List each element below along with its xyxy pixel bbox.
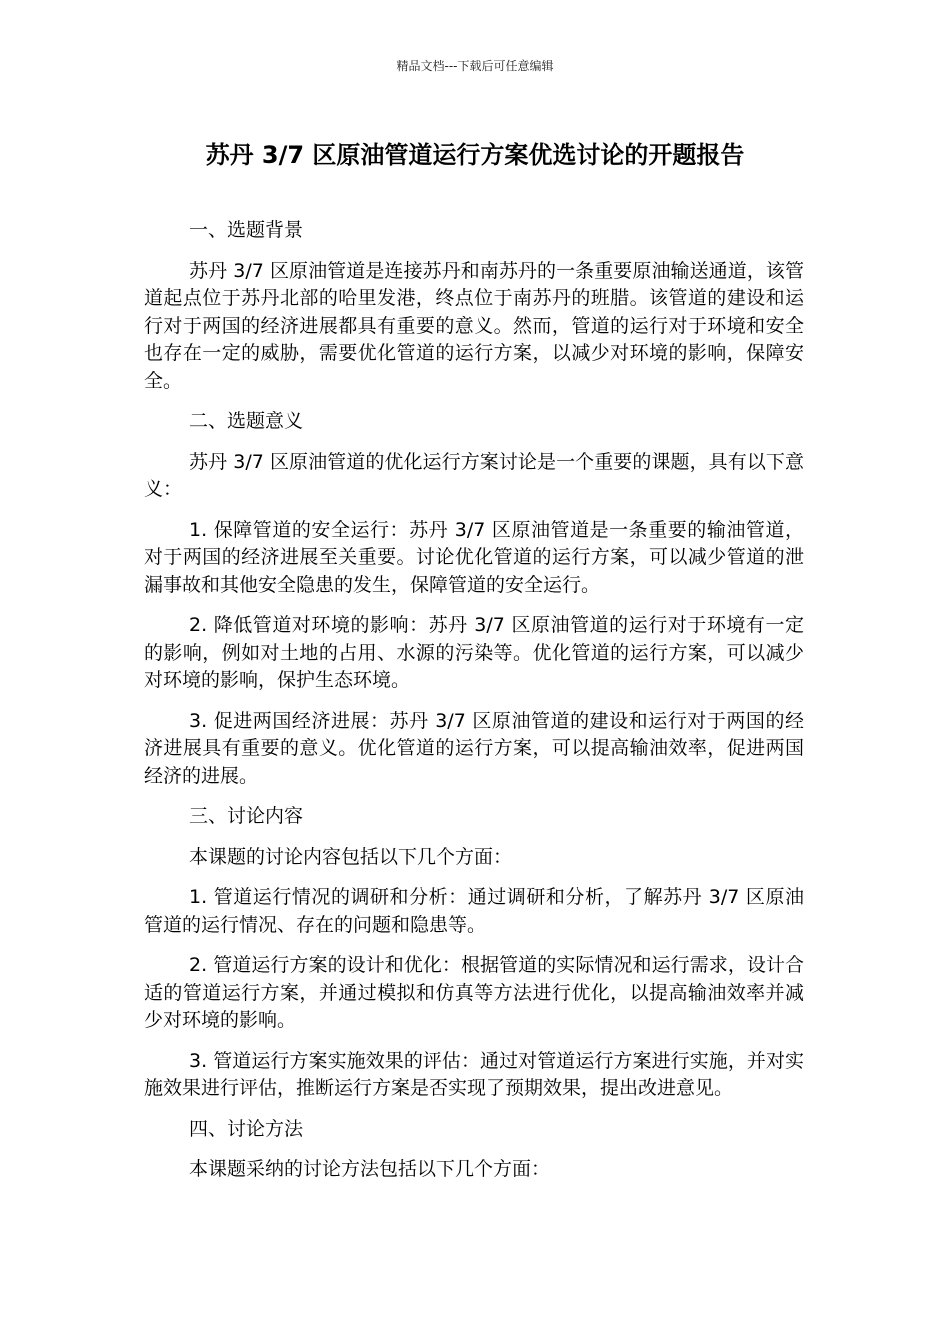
header-note: 精品文档---下载后可任意编辑: [396, 59, 554, 73]
document-body: [144, 217, 804, 1184]
list-item-content-1: 1. 管道运行情况的调研和分析：通过调研和分析，了解苏丹 3/7 区原油管道的运行情况、存在的问题和隐患等。: [144, 886, 804, 936]
section-heading-background: 一、选题背景: [189, 219, 304, 241]
section-heading-content: 三、讨论内容: [189, 805, 304, 827]
paragraph-method-intro: 本课题采纳的讨论方法包括以下几个方面：: [189, 1158, 551, 1180]
document-title: 苏丹 3/7 区原油管道运行方案优选讨论的开题报告: [205, 141, 745, 169]
list-item-significance-2: 2. 降低管道对环境的影响：苏丹 3/7 区原油管道的运行对于环境有一定的影响，例如对土地的占用、水源的污染等。优化管道的运行方案，可以减少对环境的影响，保护生态环境。: [144, 614, 804, 691]
list-item-significance-3: 3. 促进两国经济进展：苏丹 3/7 区原油管道的建设和运行对于两国的经济进展具有重要的意义。优化管道的运行方案，可以提高输油效率，促进两国经济的进展。: [144, 709, 804, 787]
paragraph-background: 苏丹 3/7 区原油管道是连接苏丹和南苏丹的一条重要原油输送通道，该管道起点位于苏丹北部的哈里发港，终点位于南苏丹的班腊。该管道的建设和运行对于两国的经济进展都具有重要的意义。然而，管道的运行对于环境和安全也存在一定的威胁，需要优化管道的运行方案，以减少对环境的影响，保障安全。: [144, 259, 804, 392]
list-item-significance-1: 1. 保障管道的安全运行：苏丹 3/7 区原油管道是一条重要的输油管道，对于两国的经济进展至关重要。讨论优化管道的运行方案，可以减少管道的泄漏事故和其他安全隐患的发生，保障管道的安全运行。: [144, 518, 804, 596]
section-heading-significance: 二、选题意义: [189, 410, 304, 432]
list-item-content-2: 2. 管道运行方案的设计和优化：根据管道的实际情况和运行需求，设计合适的管道运行方案，并通过模拟和仿真等方法进行优化，以提高输油效率并减少对环境的影响。: [144, 954, 804, 1031]
list-item-content-3: 3. 管道运行方案实施效果的评估：通过对管道运行方案进行实施，并对实施效果进行评估，推断运行方案是否实现了预期效果，提出改进意见。: [144, 1049, 804, 1099]
section-heading-method: 四、讨论方法: [189, 1117, 304, 1140]
paragraph-content-intro: 本课题的讨论内容包括以下几个方面：: [189, 845, 513, 868]
paragraph-significance-intro: 苏丹 3/7 区原油管道的优化运行方案讨论是一个重要的课题，具有以下意义：: [144, 450, 804, 500]
